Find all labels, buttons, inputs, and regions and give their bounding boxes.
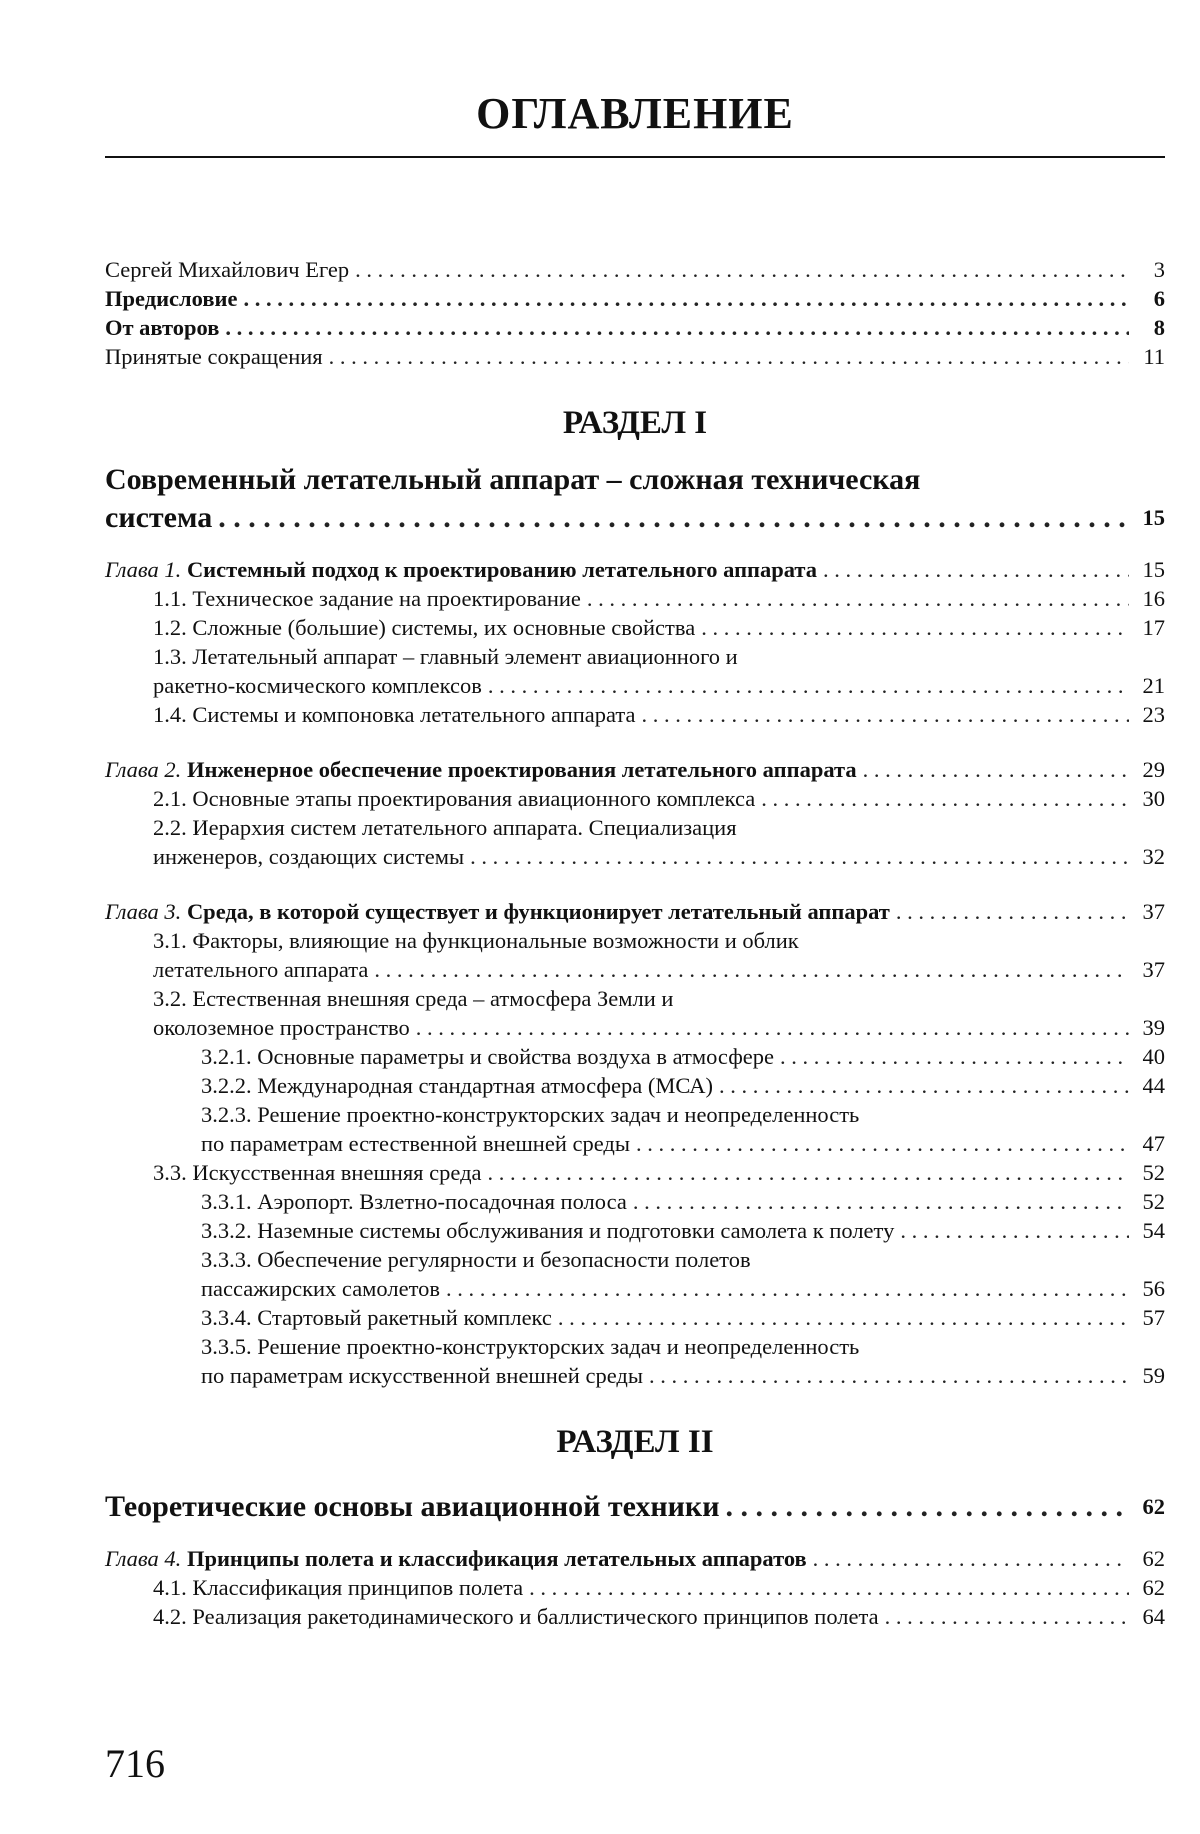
toc-entry[interactable]: 1.4. Системы и компоновка летательного аппарата . . . 23	[105, 700, 1165, 729]
chapter-entry[interactable]: Глава 4. Принципы полета и классификация летательных аппаратов . . . 62	[105, 1544, 1165, 1573]
toc-entry[interactable]: инженеров, создающих системы . . . 32	[105, 842, 1165, 871]
page-number: 716	[105, 1741, 165, 1786]
chapter-entry[interactable]: Глава 1. Системный подход к проектированию летательного аппарата . . . 15	[105, 555, 1165, 584]
toc-entry[interactable]: От авторов . . . 8	[105, 313, 1165, 342]
toc-entry[interactable]: 3.3. Искусственная внешняя среда . . . 52	[105, 1158, 1165, 1187]
toc-entry[interactable]: 4.1. Классификация принципов полета . . . 62	[105, 1573, 1165, 1602]
page-title: ОГЛАВЛЕНИЕ	[476, 89, 794, 138]
toc-entry-continued: 3.1. Факторы, влияющие на функциональные возможности и облик	[153, 928, 799, 953]
toc-entry-continued: 3.3.5. Решение проектно-конструкторских задач и неопределенность	[201, 1334, 860, 1359]
toc-entry[interactable]: 4.2. Реализация ракетодинамического и баллистического принципов полета . . . 64	[105, 1602, 1165, 1631]
section-heading: РАЗДЕЛ II	[556, 1424, 714, 1460]
toc-entry-continued: 2.2. Иерархия систем летательного аппарата. Специализация	[153, 815, 737, 840]
toc-entry[interactable]: Принятые сокращения . . . 11	[105, 342, 1165, 371]
toc-entry-continued: 3.2. Естественная внешняя среда – атмосфера Земли и	[153, 986, 674, 1011]
toc-entry[interactable]: околоземное пространство . . . 39	[105, 1013, 1165, 1042]
part-title-entry[interactable]: система . . . 15	[105, 499, 1165, 537]
toc-entry[interactable]: 3.3.2. Наземные системы обслуживания и подготовки самолета к полету . . . 54	[105, 1216, 1165, 1245]
toc-entry[interactable]: 3.3.4. Стартовый ракетный комплекс . . . 57	[105, 1303, 1165, 1332]
chapter-entry[interactable]: Глава 3. Среда, в которой существует и функционирует летательный аппарат . . . 37	[105, 897, 1165, 926]
part-title: Современный летательный аппарат – сложная техническая	[105, 463, 921, 496]
toc-entry[interactable]: летательного аппарата . . . 37	[105, 955, 1165, 984]
toc-entry[interactable]: Предисловие . . . 6	[105, 284, 1165, 313]
toc-entry-continued: 3.3.3. Обеспечение регулярности и безопасности полетов	[201, 1247, 751, 1272]
toc-page	[105, 0, 1165, 1834]
toc-entry-continued: 3.2.3. Решение проектно-конструкторских задач и неопределенность	[201, 1102, 860, 1127]
table-of-contents	[105, 255, 1165, 1631]
toc-entry[interactable]: 3.2.1. Основные параметры и свойства воздуха в атмосфере . . . 40	[105, 1042, 1165, 1071]
toc-entry[interactable]: 1.1. Техническое задание на проектирование . . . 16	[105, 584, 1165, 613]
toc-entry[interactable]: 3.2.2. Международная стандартная атмосфера (МСА) . . . 44	[105, 1071, 1165, 1100]
toc-entry[interactable]: по параметрам естественной внешней среды . . . 47	[105, 1129, 1165, 1158]
chapter-entry[interactable]: Глава 2. Инженерное обеспечение проектирования летательного аппарата . . . 29	[105, 755, 1165, 784]
toc-entry[interactable]: Сергей Михайлович Егер . . . 3	[105, 255, 1165, 284]
toc-entry[interactable]: 1.2. Сложные (большие) системы, их основные свойства . . . 17	[105, 613, 1165, 642]
toc-entry[interactable]: по параметрам искусственной внешней среды . . . 59	[105, 1361, 1165, 1390]
toc-entry[interactable]: 2.1. Основные этапы проектирования авиационного комплекса . . . 30	[105, 784, 1165, 813]
toc-entry[interactable]: пассажирских самолетов . . . 56	[105, 1274, 1165, 1303]
toc-entry[interactable]: ракетно-космического комплексов . . . 21	[105, 671, 1165, 700]
part-title-entry[interactable]: Теоретические основы авиационной техники . . . 62	[105, 1488, 1165, 1526]
toc-entry[interactable]: 3.3.1. Аэропорт. Взлетно-посадочная полоса . . . 52	[105, 1187, 1165, 1216]
title-rule	[105, 156, 1165, 158]
section-heading: РАЗДЕЛ I	[562, 405, 708, 441]
toc-entry-continued: 1.3. Летательный аппарат – главный элемент авиационного и	[153, 644, 738, 669]
